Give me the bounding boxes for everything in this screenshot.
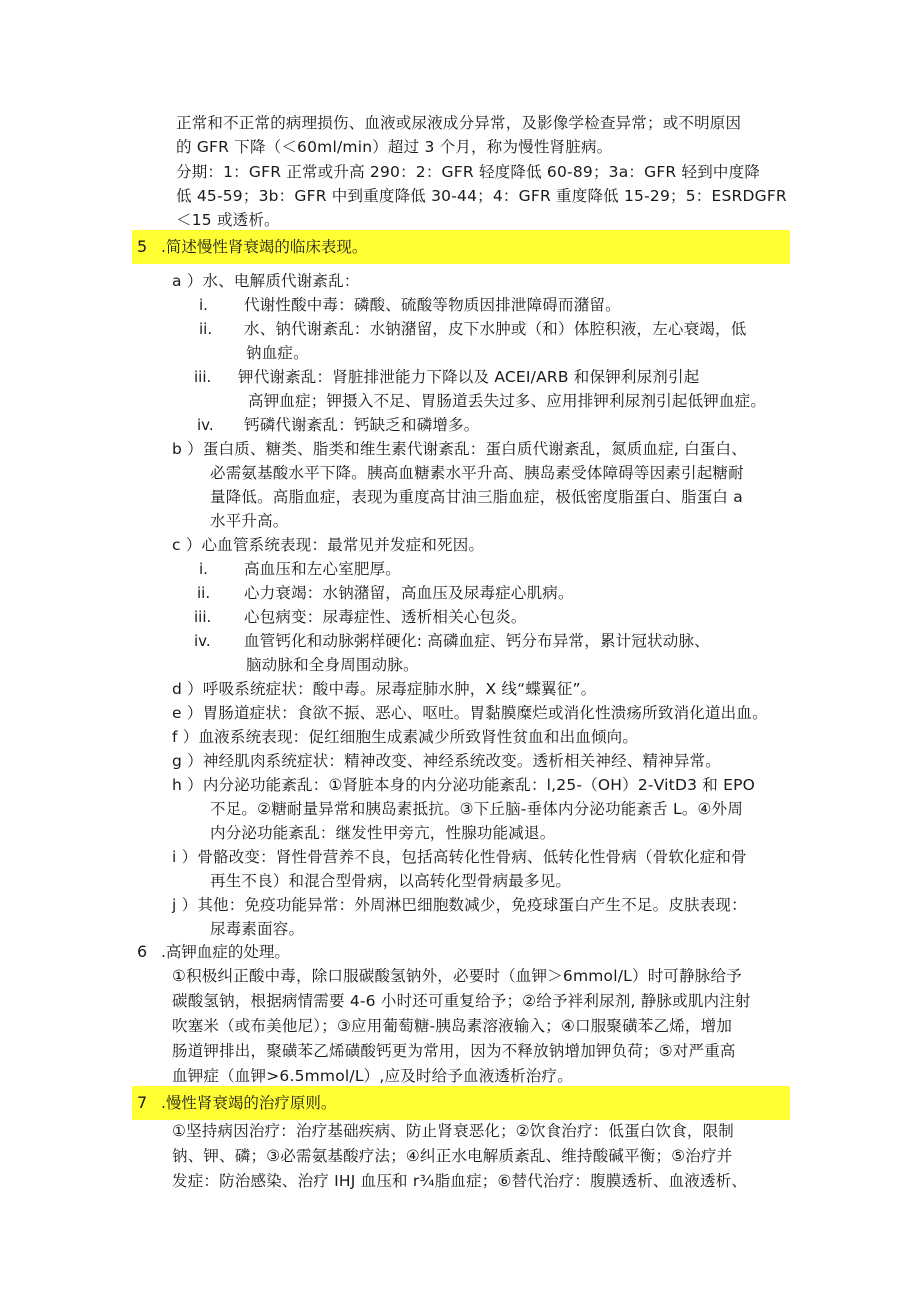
item-e: e ）胃肠道症状：食欲不振、恶心、呕吐。胃黏膜糜烂或消化性溃疡所致消化道出血。 <box>172 704 768 722</box>
item-g: g ）神经肌肉系统症状：精神改变、神经系统改变。透析相关神经、精神异常。 <box>172 752 721 770</box>
item-h-line: 内分泌功能紊乱：继发性甲旁亢，性腺功能减退。 <box>210 824 556 842</box>
subitem-line: 钾代谢紊乱：肾脏排泄能力下降以及 ACEI/ARB 和保钾利尿剂引起 <box>238 368 700 386</box>
intro-line: ＜15 或透析。 <box>176 211 280 229</box>
roman-numeral: i. <box>199 296 208 314</box>
item-c: c ）心血管系统表现：最常见并发症和死因。 <box>172 536 485 554</box>
section-7-number: 7 <box>137 1093 148 1112</box>
item-b: b ）蛋白质、糖类、脂类和维生素代谢紊乱：蛋白质代谢紊乱，氮质血症, 白蛋白、 <box>172 440 747 458</box>
item-a: a ）水、电解质代谢紊乱： <box>172 272 360 290</box>
section-7-body-line: ①坚持病因治疗：治疗基础疾病、防止肾衰恶化；②饮食治疗：低蛋白饮食，限制 <box>172 1122 734 1140</box>
roman-numeral: ii. <box>197 584 211 602</box>
intro-line: 正常和不正常的病理损伤、血液或尿液成分异常，及影像学检查异常；或不明原因 <box>176 114 742 132</box>
item-j-line: 尿毒素面容。 <box>210 920 305 938</box>
section-6-body-line: 吹塞米（或布美他尼）；③应用葡萄糖-胰岛素溶液输入；④口服聚磺苯乙烯，增加 <box>172 1017 733 1035</box>
subitem-line: 心力衰竭：水钠潴留，高血压及尿毒症心肌病。 <box>244 584 574 602</box>
subitem-line: 水、钠代谢紊乱：水钠潴留，皮下水肿或（和）体腔积液，左心衰竭，低 <box>244 320 747 338</box>
roman-numeral: iii. <box>194 608 212 626</box>
roman-numeral: iii. <box>194 368 212 386</box>
intro-line: 低 45-59；3b：GFR 中到重度降低 30-44；4：GFR 重度降低 15-29；5：ESRDGFR <box>176 187 787 205</box>
item-i: i ）骨骼改变：肾性骨营养不良，包括高转化性骨病、低转化性骨病（骨软化症和骨 <box>172 848 747 866</box>
section-7-body-line: 发症：防治感染、治疗 IHJ 血压和 r¾脂血症；⑥替代治疗：腹膜透析、血液透析、 <box>172 1172 748 1190</box>
section-6-body-line: 血钾症（血钾>6.5mmol/L）,应及时给予血液透析治疗。 <box>172 1067 573 1085</box>
roman-numeral: iv. <box>194 632 211 650</box>
section-7-body-line: 钠、钾、磷；③必需氨基酸疗法；④纠正水电解质紊乱、维持酸碱平衡；⑤治疗并 <box>172 1147 733 1165</box>
subitem-line: 高钾血症；钾摄入不足、胃肠道丢失过多、应用排钾利尿剂引起低钾血症。 <box>248 392 767 410</box>
intro-line: 分期：1：GFR 正常或升高 290：2：GFR 轻度降低 60-89；3a：GFR 轻到中度降 <box>176 163 761 181</box>
section-6-title: .高钾血症的处理。 <box>161 943 290 961</box>
subitem-line: 心包病变：尿毒症性、透析相关心包炎。 <box>244 608 527 626</box>
intro-line: 的 GFR 下降（＜60ml/min）超过 3 个月，称为慢性肾脏病。 <box>176 138 613 156</box>
section-7-title: .慢性肾衰竭的治疗原则。 <box>161 1094 337 1112</box>
item-b-line: 水平升高。 <box>210 512 289 530</box>
section-6-body-line: 肠道钾排出，聚磺苯乙烯磺酸钙更为常用，因为不释放钠增加钾负荷；⑤对严重高 <box>172 1042 736 1060</box>
section-6-number: 6 <box>137 942 148 961</box>
subitem-line: 高血压和左心室肥厚。 <box>244 560 402 578</box>
subitem-line: 脑动脉和全身周围动脉。 <box>246 656 419 674</box>
item-f: f ）血液系统表现：促红细胞生成素减少所致肾性贫血和出血倾向。 <box>172 728 639 746</box>
roman-numeral: iv. <box>197 416 214 434</box>
item-b-line: 量降低。高脂血症，表现为重度高甘油三脂血症，极低密度脂蛋白、脂蛋白 a <box>210 488 743 506</box>
subitem-line: 钠血症。 <box>246 344 309 362</box>
item-d: d ）呼吸系统症状：酸中毒。尿毒症肺水肿，X 线“蝶翼征”。 <box>172 680 597 698</box>
item-h-line: 不足。②糖耐量异常和胰岛素抵抗。③下丘脑-垂体内分泌功能紊舌 L。④外周 <box>210 800 744 818</box>
item-h: h ）内分泌功能紊乱：①肾脏本身的内分泌功能紊乱：l,25-（OH）2-VitD3 和 EPO <box>172 776 756 794</box>
subitem-line: 代谢性酸中毒：磷酸、硫酸等物质因排泄障碍而潴留。 <box>244 296 621 314</box>
roman-numeral: ii. <box>199 320 213 338</box>
section-6-body-line: ①积极纠正酸中毒，除口服碳酸氢钠外，必要时（血钾＞6mmol/L）时可静脉给予 <box>172 967 742 985</box>
section-5-number: 5 <box>137 237 148 256</box>
item-i-line: 再生不良）和混合型骨病，以高转化型骨病最多见。 <box>210 872 572 890</box>
item-b-line: 必需氨基酸水平下降。胰高血糖素水平升高、胰岛素受体障碍等因素引起糖耐 <box>210 464 744 482</box>
item-j: j ）其他：免疫功能异常：外周淋巴细胞数减少，免疫球蛋白产生不足。皮肤表现： <box>172 896 747 914</box>
section-6-body-line: 碳酸氢钠，根据病情需要 4-6 小时还可重复给予；②给予袢利尿剂, 静脉或肌内注射 <box>172 992 751 1010</box>
roman-numeral: i. <box>199 560 208 578</box>
subitem-line: 钙磷代谢紊乱：钙缺乏和磷增多。 <box>244 416 480 434</box>
subitem-line: 血管钙化和动脉粥样硬化: 高磷血症、钙分布异常，累计冠状动脉、 <box>244 632 710 650</box>
section-5-title: .简述慢性肾衰竭的临床表现。 <box>161 238 368 256</box>
